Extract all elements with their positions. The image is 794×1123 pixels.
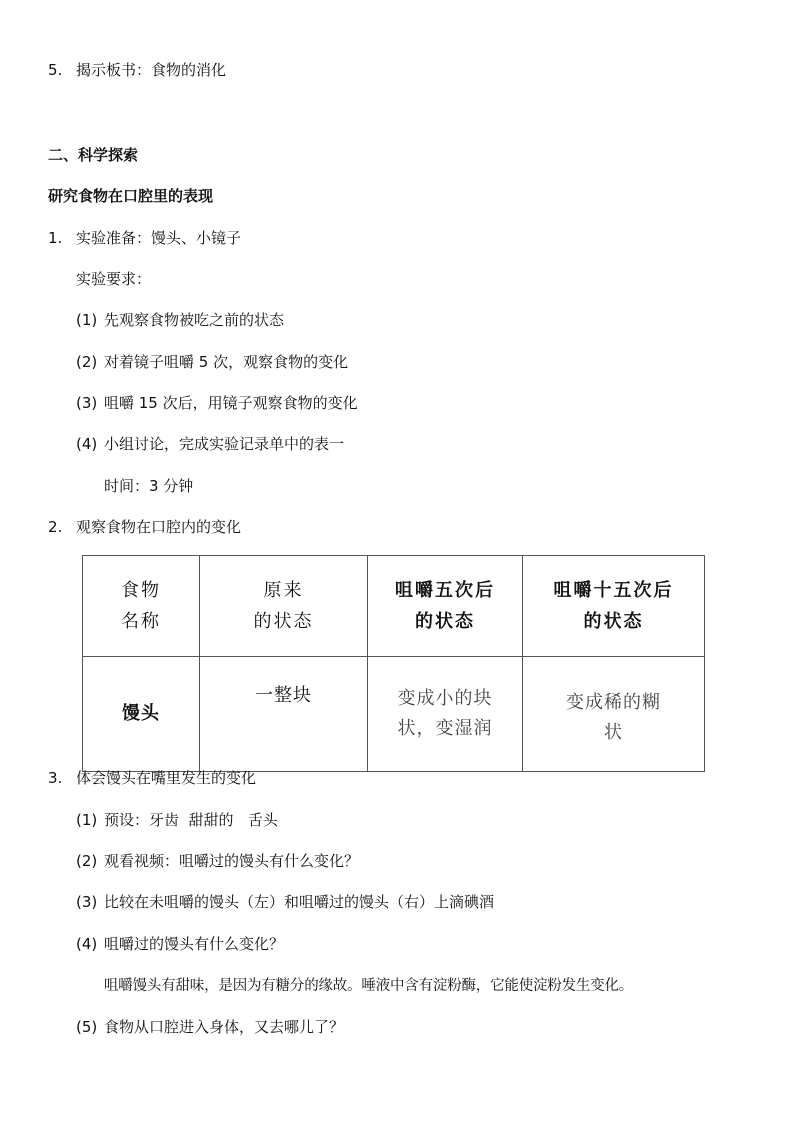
cell-original: 一整块 <box>200 657 368 772</box>
intro-item-5 <box>48 60 226 80</box>
step3-item <box>76 1017 344 1037</box>
requirement-text: 咀嚼 15 次后，用镜子观察食物的变化 <box>104 394 358 412</box>
step-number: 1. <box>48 229 63 247</box>
cell-food: 馒头 <box>83 657 200 772</box>
step-number: 3. <box>48 769 63 787</box>
item-text: 比较在未咀嚼的馒头（左）和咀嚼过的馒头（右）上滴碘酒 <box>104 893 495 911</box>
item-text: 预设：牙齿 甜甜的 舌头 <box>104 811 278 829</box>
step3-item <box>76 934 284 954</box>
requirements-label: 实验要求： <box>76 270 152 288</box>
header-after-15-chews: 咀嚼十五次后 的状态 <box>523 556 705 657</box>
requirement-text: 小组讨论，完成实验记录单中的表一 <box>104 435 345 453</box>
section-subheading: 研究食物在口腔里的表现 <box>48 187 214 205</box>
item-number: (4) <box>76 935 98 953</box>
item-text: 食物从口腔进入身体，又去哪儿了？ <box>104 1018 345 1036</box>
requirement-number: (3) <box>76 394 98 412</box>
header-original-state: 原来 的状态 <box>200 556 368 657</box>
step3-item <box>76 810 278 830</box>
requirement-item <box>76 310 284 330</box>
requirement-item <box>76 434 344 454</box>
item-number: (5) <box>76 1018 98 1036</box>
item-text: 揭示板书：食物的消化 <box>76 61 227 79</box>
requirement-text: 先观察食物被吃之前的状态 <box>104 311 285 329</box>
requirement-text: 对着镜子咀嚼 5 次，观察食物的变化 <box>104 353 349 371</box>
time-limit: 时间：3 分钟 <box>104 477 194 495</box>
step-number: 2. <box>48 518 63 536</box>
cell-after-5: 变成小的块 状，变湿润 <box>368 657 523 772</box>
step-3 <box>48 768 256 788</box>
step3-item <box>76 892 494 912</box>
step-text: 实验准备：馒头、小镜子 <box>76 229 242 247</box>
cell-after-15: 变成稀的糊 状 <box>523 657 705 772</box>
item-text: 咀嚼过的馒头有什么变化？ <box>104 935 285 953</box>
explanation-text: 咀嚼馒头有甜味，是因为有糖分的缘故。唾液中含有淀粉酶，它能使淀粉发生变化。 <box>104 978 634 994</box>
requirement-item <box>76 393 358 413</box>
header-after-5-chews: 咀嚼五次后 的状态 <box>368 556 523 657</box>
table-header-row <box>83 556 705 657</box>
requirement-item <box>76 352 348 372</box>
step-text: 观察食物在口腔内的变化 <box>76 518 242 536</box>
requirement-number: (1) <box>76 311 98 329</box>
section-heading: 二、科学探索 <box>48 146 139 164</box>
requirement-number: (2) <box>76 353 98 371</box>
step-2 <box>48 517 241 537</box>
step-1 <box>48 228 241 248</box>
step-text: 体会馒头在嘴里发生的变化 <box>76 769 257 787</box>
item-number: (1) <box>76 811 98 829</box>
item-text: 观看视频：咀嚼过的馒头有什么变化？ <box>104 852 360 870</box>
requirement-number: (4) <box>76 435 98 453</box>
item-number: 5. <box>48 61 63 79</box>
step3-item <box>76 851 359 871</box>
table-row <box>83 657 705 772</box>
item-number: (2) <box>76 852 98 870</box>
observation-table <box>82 555 705 772</box>
header-food-name: 食物 名称 <box>83 556 200 657</box>
item-number: (3) <box>76 893 98 911</box>
